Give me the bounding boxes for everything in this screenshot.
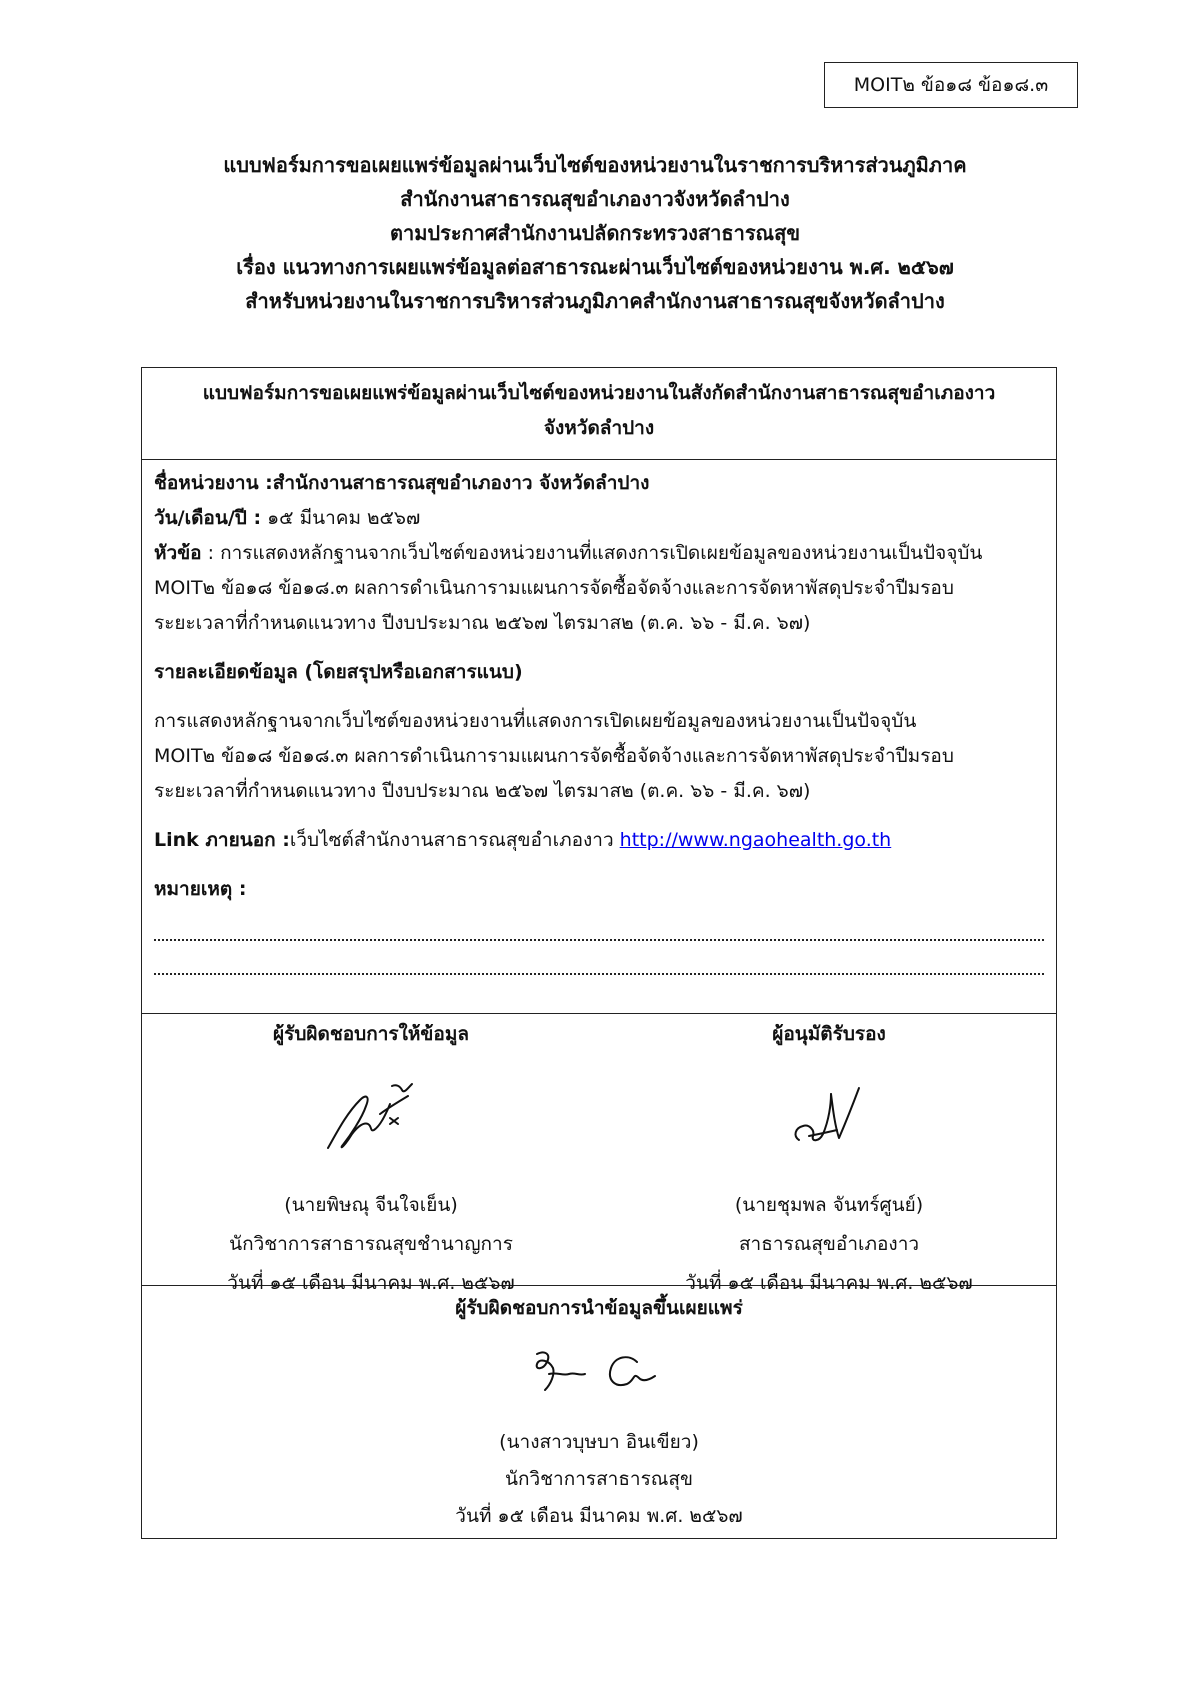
note-dotted-line xyxy=(154,917,1044,941)
topic-text: MOIT๒ ข้อ๑๘ ข้อ๑๘.๓ ผลการดำเนินการามแผนการจัดซื้อจัดจ้างและการจัดหาพัสดุประจำปีมรอบ xyxy=(154,577,954,599)
approver-signature xyxy=(600,1052,1058,1186)
publisher-position: นักวิชาการสาธารณสุข xyxy=(504,1468,694,1490)
document-heading xyxy=(100,148,1090,318)
publisher-signature xyxy=(142,1326,1056,1424)
details-label: รายละเอียดข้อมูล (โดยสรุปหรือเอกสารแนบ) xyxy=(154,661,523,683)
date-value: ๑๕ มีนาคม ๒๕๖๗ xyxy=(261,507,421,529)
topic-text: ระยะเวลาที่กำหนดแนวทาง ปีงบประมาณ ๒๕๖๗ ไตรมาส๒ (ต.ค. ๖๖ - มี.ค. ๖๗) xyxy=(154,612,811,634)
signature-section xyxy=(142,1014,1056,1294)
approver-role: ผู้อนุมัติรับรอง xyxy=(772,1023,886,1045)
form-title-line: จังหวัดลำปาง xyxy=(543,417,655,439)
link-description: เว็บไซต์สำนักงานสาธารณสุขอำเภองาว xyxy=(289,829,620,851)
topic-text: : การแสดงหลักฐานจากเว็บไซต์ของหน่วยงานที่แสดงการเปิดเผยข้อมูลของหน่วยงานเป็นปัจจุบัน xyxy=(201,542,983,564)
note-label: หมายเหตุ : xyxy=(154,878,247,900)
date-row xyxy=(154,501,1044,536)
provider-role: ผู้รับผิดชอบการให้ข้อมูล xyxy=(273,1023,469,1045)
form-details-section xyxy=(142,460,1056,1014)
approver-name: (นายชุมพล จันทร์ศูนย์) xyxy=(734,1194,924,1216)
unit-label: ชื่อหน่วยงาน : xyxy=(154,472,273,494)
form-title xyxy=(142,368,1056,460)
request-form xyxy=(141,367,1057,1539)
document-reference-box xyxy=(824,62,1078,108)
provider-date: วันที่ ๑๕ เดือน มีนาคม พ.ศ. ๒๕๖๗ xyxy=(227,1272,515,1294)
details-text: MOIT๒ ข้อ๑๘ ข้อ๑๘.๓ ผลการดำเนินการามแผนการจัดซื้อจัดจ้างและการจัดหาพัสดุประจำปีมรอบ xyxy=(154,745,954,767)
heading-line: เรื่อง แนวทางการเผยแพร่ข้อมูลต่อสาธารณะผ่านเว็บไซต์ของหน่วยงาน พ.ศ. ๒๕๖๗ xyxy=(236,255,954,279)
approver-date: วันที่ ๑๕ เดือน มีนาคม พ.ศ. ๒๕๖๗ xyxy=(685,1272,973,1294)
signature-mark xyxy=(779,1074,879,1164)
note-dotted-line xyxy=(154,951,1044,975)
date-label: วัน/เดือน/ปี : xyxy=(154,507,262,529)
unit-row xyxy=(154,466,1044,501)
form-title-line: แบบฟอร์มการขอเผยแพร่ข้อมูลผ่านเว็บไซต์ของหน่วยงานในสังกัดสำนักงานสาธารณสุขอำเภองาว xyxy=(202,382,996,404)
link-row xyxy=(154,823,1044,858)
publisher-section xyxy=(142,1286,1056,1540)
unit-value: สำนักงานสาธารณสุขอำเภองาว จังหวัดลำปาง xyxy=(272,472,650,494)
topic-row xyxy=(154,536,1044,571)
signature-mark xyxy=(519,1340,679,1410)
heading-line: สำหรับหน่วยงานในราชการบริหารส่วนภูมิภาคสำนักงานสาธารณสุขจังหวัดลำปาง xyxy=(245,289,945,313)
topic-label: หัวข้อ xyxy=(154,542,202,564)
approver-position: สาธารณสุขอำเภองาว xyxy=(738,1233,920,1255)
heading-line: ตามประกาศสำนักงานปลัดกระทรวงสาธารณสุข xyxy=(389,221,800,245)
publisher-date: วันที่ ๑๕ เดือน มีนาคม พ.ศ. ๒๕๖๗ xyxy=(455,1505,743,1527)
details-text: การแสดงหลักฐานจากเว็บไซต์ของหน่วยงานที่แสดงการเปิดเผยข้อมูลของหน่วยงานเป็นปัจจุบัน xyxy=(154,710,917,732)
link-label: Link ภายนอก : xyxy=(154,829,290,851)
approver-signature-block xyxy=(600,1014,1058,1303)
provider-name: (นายพิษณุ จีนใจเย็น) xyxy=(284,1194,458,1216)
document-reference: MOIT๒ ข้อ๑๘ ข้อ๑๘.๓ xyxy=(853,74,1049,96)
heading-line: สำนักงานสาธารณสุขอำเภองาวจังหวัดลำปาง xyxy=(400,187,790,211)
details-text: ระยะเวลาที่กำหนดแนวทาง ปีงบประมาณ ๒๕๖๗ ไตรมาส๒ (ต.ค. ๖๖ - มี.ค. ๖๗) xyxy=(154,780,811,802)
provider-signature xyxy=(142,1052,600,1186)
publisher-name: (นางสาวบุษบา อินเขียว) xyxy=(499,1431,699,1453)
publisher-role: ผู้รับผิดชอบการนำข้อมูลขึ้นเผยแพร่ xyxy=(455,1297,743,1319)
website-link[interactable]: http://www.ngaohealth.go.th xyxy=(619,829,892,851)
provider-signature-block xyxy=(142,1014,600,1303)
provider-position: นักวิชาการสาธารณสุขชำนาญการ xyxy=(229,1233,513,1255)
heading-line: แบบฟอร์มการขอเผยแพร่ข้อมูลผ่านเว็บไซต์ของหน่วยงานในราชการบริหารส่วนภูมิภาค xyxy=(223,153,967,177)
signature-mark xyxy=(316,1074,426,1164)
